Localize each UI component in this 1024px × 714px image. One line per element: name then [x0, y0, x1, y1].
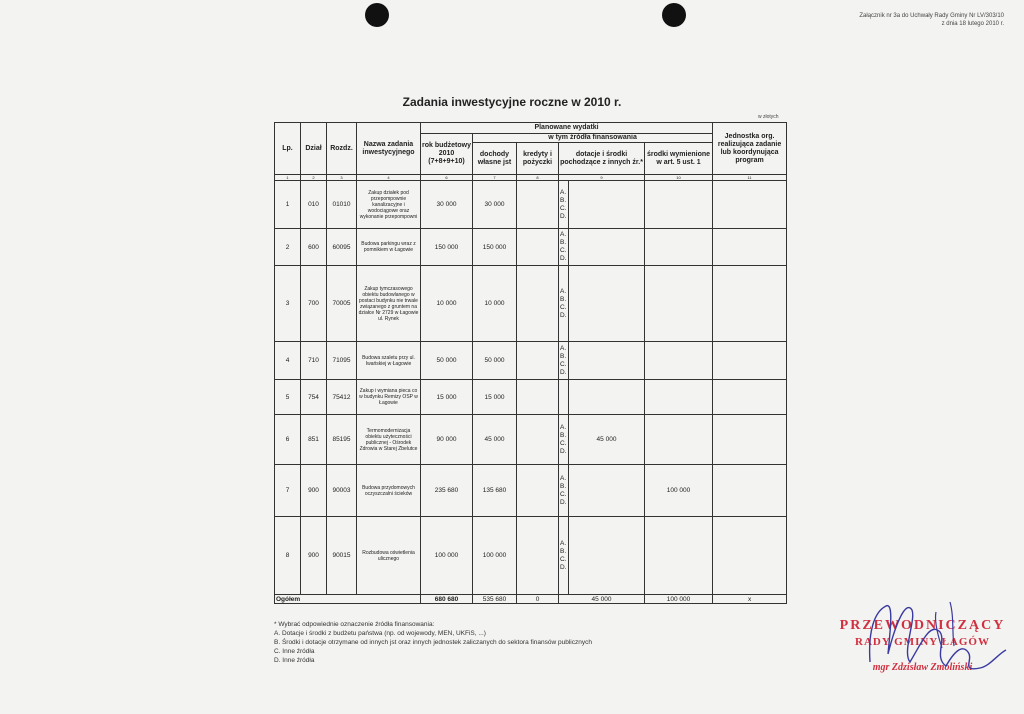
cell-jednostka [713, 517, 787, 595]
cell-dochody: 135 680 [473, 465, 517, 517]
cell-nazwa: Zakup działek pod przepompownie kanalizacyjne i wodociągowe oraz wykonanie przepompowni [357, 181, 421, 229]
cell-lp: 8 [275, 517, 301, 595]
cell-rozdz: 70005 [327, 266, 357, 342]
cell-lp: 2 [275, 229, 301, 266]
table-row [275, 181, 787, 229]
table-body [275, 181, 787, 595]
footnote-a: A. Dotacje i środki z budżetu państwa (np. od wojewody, MEN, UKFiS, ...) [274, 630, 486, 637]
col-number: 9 [559, 175, 645, 181]
footnote-intro: * Wybrać odpowiednie oznaczenie źródła finansowania: [274, 621, 435, 628]
punch-hole-left [365, 3, 389, 27]
cell-rok: 30 000 [421, 181, 473, 229]
stamp-line2: RADY GMINY ŁAGÓW [855, 636, 990, 648]
investment-table [274, 122, 787, 604]
cell-nazwa: Zakup tymczasowego obiektu budowlanego w postaci budynku nie trwale związanego z gruntem na działce Nr 2729 w Łagowie ul. Rynek [357, 266, 421, 342]
cell-srodki: 100 000 [645, 465, 713, 517]
cell-jednostka [713, 465, 787, 517]
unit-label: w złotych [758, 114, 779, 120]
header-note [859, 12, 1004, 28]
cell-dotacje [569, 181, 645, 229]
cell-dotacje [569, 465, 645, 517]
header-nazwa: Nazwa zadania inwestycyjnego [357, 123, 421, 175]
cell-rozdz: 90015 [327, 517, 357, 595]
header-rozdz: Rozdz. [327, 123, 357, 175]
cell-src: A. B. C. D. [559, 342, 569, 380]
cell-dochody: 100 000 [473, 517, 517, 595]
stamp-line3: mgr Zdzisław Zmoliński [872, 662, 973, 673]
cell-dotacje [569, 517, 645, 595]
cell-jednostka [713, 342, 787, 380]
cell-rozdz: 60095 [327, 229, 357, 266]
cell-nazwa: Rozbudowa oświetlenia ulicznego [357, 517, 421, 595]
cell-dzial: 754 [301, 380, 327, 415]
cell-kredyty [517, 266, 559, 342]
cell-rok: 50 000 [421, 342, 473, 380]
cell-lp: 4 [275, 342, 301, 380]
table-row [275, 465, 787, 517]
cell-kredyty [517, 465, 559, 517]
total-row [275, 595, 787, 604]
col-number: 6 [421, 175, 473, 181]
header-srodki: środki wymienione w art. 5 ust. 1 [645, 143, 713, 175]
header-w-tym: w tym źródła finansowania [473, 134, 713, 143]
col-number: 3 [327, 175, 357, 181]
cell-kredyty [517, 181, 559, 229]
cell-rozdz: 85195 [327, 415, 357, 465]
cell-rok: 100 000 [421, 517, 473, 595]
cell-dochody: 15 000 [473, 380, 517, 415]
cell-lp: 3 [275, 266, 301, 342]
cell-lp: 5 [275, 380, 301, 415]
cell-rok: 235 680 [421, 465, 473, 517]
cell-src: A. B. C. D. [559, 181, 569, 229]
cell-kredyty [517, 517, 559, 595]
cell-srodki [645, 229, 713, 266]
cell-dotacje [569, 342, 645, 380]
footnote-c: C. Inne źródła [274, 648, 315, 655]
cell-rozdz: 75412 [327, 380, 357, 415]
header-note-line2: z dnia 18 lutego 2010 r. [941, 21, 1004, 27]
total-kredyty: 0 [517, 595, 559, 604]
cell-src [559, 380, 569, 415]
table-row [275, 342, 787, 380]
cell-src: A. B. C. D. [559, 517, 569, 595]
cell-lp: 1 [275, 181, 301, 229]
cell-jednostka [713, 181, 787, 229]
table-row [275, 266, 787, 342]
cell-srodki [645, 380, 713, 415]
cell-srodki [645, 181, 713, 229]
table-row [275, 229, 787, 266]
cell-src: A. B. C. D. [559, 229, 569, 266]
cell-dochody: 30 000 [473, 181, 517, 229]
document-title: Zadania inwestycyjne roczne w 2010 r. [402, 95, 622, 109]
col-number: 11 [713, 175, 787, 181]
cell-dotacje [569, 380, 645, 415]
cell-lp: 7 [275, 465, 301, 517]
cell-rok: 10 000 [421, 266, 473, 342]
header-rok: rok budżetowy 2010 (7+8+9+10) [421, 134, 473, 175]
cell-jednostka [713, 415, 787, 465]
total-jednostka: x [713, 595, 787, 604]
cell-dzial: 010 [301, 181, 327, 229]
cell-srodki [645, 342, 713, 380]
cell-nazwa: Budowa przydomowych oczyszczalni ścieków [357, 465, 421, 517]
cell-dotacje [569, 229, 645, 266]
col-number: 1 [275, 175, 301, 181]
cell-jednostka [713, 229, 787, 266]
cell-nazwa: Budowa parkingu wraz z pomnikiem w Łagowie [357, 229, 421, 266]
footnote-b: B. Środki i dotacje otrzymane od innych jst oraz innych jednostek zaliczanych do sektora finansów publicznych [274, 639, 592, 646]
total-label: Ogółem [275, 595, 421, 604]
total-dotacje: 45 000 [559, 595, 645, 604]
cell-rozdz: 90003 [327, 465, 357, 517]
header-kredyty: kredyty i pożyczki [517, 143, 559, 175]
cell-nazwa: Zakup i wymiana pieca co w budynku Remizy OSP w Łagowie [357, 380, 421, 415]
table-row [275, 380, 787, 415]
total-srodki: 100 000 [645, 595, 713, 604]
table-row [275, 517, 787, 595]
footnote-d: D. Inne źródła [274, 657, 315, 664]
cell-dochody: 150 000 [473, 229, 517, 266]
cell-dzial: 900 [301, 465, 327, 517]
cell-nazwa: Termomodernizacja obiektu użyteczności publicznej - Ośrodek Zdrowia w Starej Zbelutce [357, 415, 421, 465]
cell-rozdz: 01010 [327, 181, 357, 229]
cell-dochody: 10 000 [473, 266, 517, 342]
cell-rok: 150 000 [421, 229, 473, 266]
cell-kredyty [517, 415, 559, 465]
cell-dzial: 851 [301, 415, 327, 465]
cell-dotacje: 45 000 [569, 415, 645, 465]
cell-dzial: 900 [301, 517, 327, 595]
col-number: 8 [517, 175, 559, 181]
header-jednostka: Jednostka org. realizująca zadanie lub koordynująca program [713, 123, 787, 175]
footnote [274, 620, 592, 665]
header-dzial: Dział [301, 123, 327, 175]
cell-dotacje [569, 266, 645, 342]
cell-kredyty [517, 342, 559, 380]
cell-lp: 6 [275, 415, 301, 465]
header-lp: Lp. [275, 123, 301, 175]
cell-src: A. B. C. D. [559, 465, 569, 517]
col-number: 2 [301, 175, 327, 181]
cell-src: A. B. C. D. [559, 415, 569, 465]
cell-dzial: 600 [301, 229, 327, 266]
cell-jednostka [713, 266, 787, 342]
header-dochody: dochody własne jst [473, 143, 517, 175]
cell-srodki [645, 517, 713, 595]
table-row [275, 415, 787, 465]
cell-rok: 90 000 [421, 415, 473, 465]
cell-kredyty [517, 380, 559, 415]
header-note-line1: Załącznik nr 3a do Uchwały Rady Gminy Nr LV/303/10 [859, 13, 1004, 19]
cell-rok: 15 000 [421, 380, 473, 415]
header-planowane: Planowane wydatki [421, 123, 713, 134]
header-dotacje: dotacje i środki pochodzące z innych źr.* [559, 143, 645, 175]
cell-dzial: 710 [301, 342, 327, 380]
cell-rozdz: 71095 [327, 342, 357, 380]
cell-kredyty [517, 229, 559, 266]
col-number: 7 [473, 175, 517, 181]
total-rok: 680 680 [421, 595, 473, 604]
col-number: 4 [357, 175, 421, 181]
cell-jednostka [713, 380, 787, 415]
col-number: 10 [645, 175, 713, 181]
cell-srodki [645, 415, 713, 465]
cell-dochody: 45 000 [473, 415, 517, 465]
stamp-line1: PRZEWODNICZĄCY [839, 618, 1006, 633]
cell-dochody: 50 000 [473, 342, 517, 380]
total-dochody: 535 680 [473, 595, 517, 604]
signature-icon [850, 592, 1020, 688]
cell-src: A. B. C. D. [559, 266, 569, 342]
punch-hole-right [662, 3, 686, 27]
cell-dzial: 700 [301, 266, 327, 342]
cell-srodki [645, 266, 713, 342]
cell-nazwa: Budowa szaletu przy ul. Iwańskiej w Łagowie [357, 342, 421, 380]
